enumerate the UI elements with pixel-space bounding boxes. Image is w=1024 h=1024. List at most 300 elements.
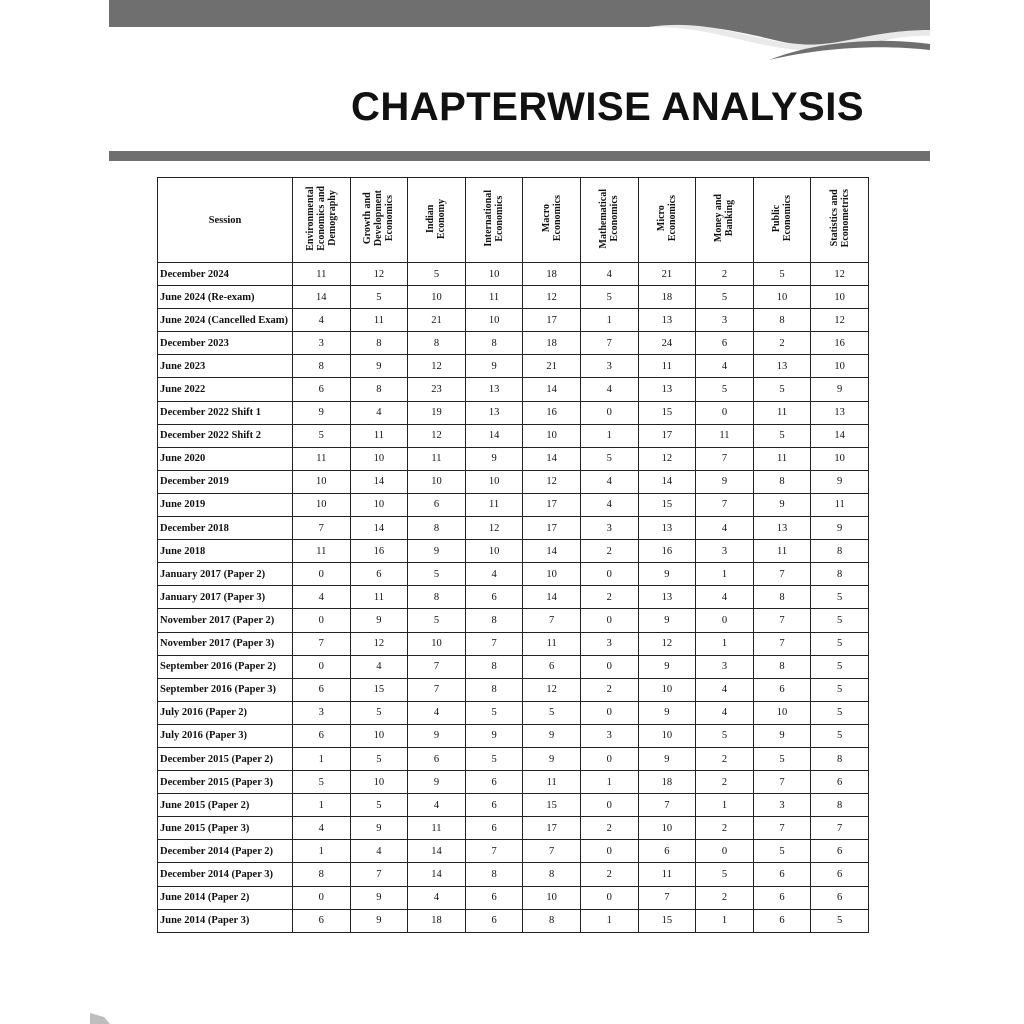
value-cell: 5: [811, 655, 869, 678]
session-cell: December 2019: [158, 470, 293, 493]
value-cell: 12: [523, 470, 581, 493]
value-cell: 17: [523, 309, 581, 332]
table-row: [158, 263, 869, 286]
value-cell: 11: [408, 447, 466, 470]
value-cell: 12: [523, 286, 581, 309]
value-cell: 5: [293, 771, 351, 794]
value-cell: 8: [465, 332, 523, 355]
column-header: Indian Economy: [408, 178, 466, 263]
value-cell: 18: [408, 909, 466, 932]
value-cell: 8: [753, 470, 811, 493]
value-cell: 9: [638, 655, 696, 678]
value-cell: 7: [696, 447, 754, 470]
value-cell: 13: [638, 586, 696, 609]
value-cell: 14: [465, 424, 523, 447]
session-cell: December 2014 (Paper 2): [158, 840, 293, 863]
value-cell: 14: [408, 863, 466, 886]
table-row: [158, 493, 869, 516]
value-cell: 10: [465, 263, 523, 286]
value-cell: 7: [753, 632, 811, 655]
value-cell: 11: [753, 401, 811, 424]
value-cell: 7: [408, 655, 466, 678]
value-cell: 4: [408, 886, 466, 909]
value-cell: 10: [523, 886, 581, 909]
value-cell: 7: [408, 678, 466, 701]
value-cell: 8: [753, 655, 811, 678]
value-cell: 10: [753, 701, 811, 724]
value-cell: 3: [696, 540, 754, 563]
value-cell: 10: [293, 493, 351, 516]
value-cell: 12: [811, 309, 869, 332]
value-cell: 13: [753, 355, 811, 378]
value-cell: 5: [580, 286, 638, 309]
value-cell: 6: [753, 863, 811, 886]
value-cell: 6: [465, 909, 523, 932]
value-cell: 14: [350, 517, 408, 540]
value-cell: 7: [638, 794, 696, 817]
value-cell: 8: [811, 794, 869, 817]
value-cell: 15: [638, 493, 696, 516]
value-cell: 5: [696, 863, 754, 886]
table-row: [158, 517, 869, 540]
value-cell: 12: [350, 263, 408, 286]
value-cell: 13: [465, 401, 523, 424]
value-cell: 7: [696, 493, 754, 516]
table-row: [158, 424, 869, 447]
value-cell: 10: [350, 447, 408, 470]
value-cell: 13: [465, 378, 523, 401]
value-cell: 5: [408, 609, 466, 632]
value-cell: 9: [350, 817, 408, 840]
session-cell: June 2019: [158, 493, 293, 516]
value-cell: 5: [811, 678, 869, 701]
value-cell: 1: [696, 909, 754, 932]
table-row: [158, 447, 869, 470]
value-cell: 6: [753, 909, 811, 932]
value-cell: 6: [293, 909, 351, 932]
table-row: [158, 332, 869, 355]
value-cell: 15: [523, 794, 581, 817]
value-cell: 2: [580, 678, 638, 701]
value-cell: 5: [696, 378, 754, 401]
value-cell: 12: [465, 517, 523, 540]
value-cell: 0: [580, 747, 638, 770]
value-cell: 12: [408, 424, 466, 447]
value-cell: 5: [465, 701, 523, 724]
value-cell: 17: [523, 493, 581, 516]
value-cell: 10: [408, 470, 466, 493]
value-cell: 4: [580, 378, 638, 401]
value-cell: 0: [580, 886, 638, 909]
value-cell: 17: [523, 517, 581, 540]
session-cell: November 2017 (Paper 3): [158, 632, 293, 655]
value-cell: 0: [293, 609, 351, 632]
value-cell: 11: [350, 309, 408, 332]
session-cell: September 2016 (Paper 3): [158, 678, 293, 701]
value-cell: 5: [753, 263, 811, 286]
value-cell: 4: [696, 355, 754, 378]
table-row: [158, 840, 869, 863]
table-row: [158, 817, 869, 840]
value-cell: 8: [753, 586, 811, 609]
value-cell: 11: [696, 424, 754, 447]
column-header: Micro Economics: [638, 178, 696, 263]
value-cell: 5: [811, 701, 869, 724]
value-cell: 21: [408, 309, 466, 332]
value-cell: 4: [408, 794, 466, 817]
value-cell: 4: [696, 701, 754, 724]
value-cell: 9: [350, 909, 408, 932]
table-row: [158, 771, 869, 794]
value-cell: 3: [580, 724, 638, 747]
session-cell: June 2023: [158, 355, 293, 378]
session-cell: June 2014 (Paper 3): [158, 909, 293, 932]
value-cell: 5: [408, 263, 466, 286]
value-cell: 12: [523, 678, 581, 701]
value-cell: 5: [811, 724, 869, 747]
value-cell: 0: [293, 886, 351, 909]
value-cell: 0: [580, 401, 638, 424]
value-cell: 6: [523, 655, 581, 678]
value-cell: 4: [696, 586, 754, 609]
value-cell: 1: [293, 840, 351, 863]
value-cell: 11: [465, 286, 523, 309]
value-cell: 5: [465, 747, 523, 770]
value-cell: 11: [293, 263, 351, 286]
table-row: [158, 863, 869, 886]
value-cell: 9: [408, 771, 466, 794]
value-cell: 8: [523, 863, 581, 886]
value-cell: 8: [753, 309, 811, 332]
value-cell: 8: [408, 586, 466, 609]
value-cell: 24: [638, 332, 696, 355]
value-cell: 3: [696, 655, 754, 678]
value-cell: 9: [465, 355, 523, 378]
value-cell: 1: [293, 794, 351, 817]
table-row: [158, 540, 869, 563]
value-cell: 5: [753, 424, 811, 447]
session-cell: June 2024 (Re-exam): [158, 286, 293, 309]
value-cell: 1: [696, 632, 754, 655]
table-row: [158, 609, 869, 632]
value-cell: 6: [696, 332, 754, 355]
session-cell: July 2016 (Paper 2): [158, 701, 293, 724]
value-cell: 9: [638, 747, 696, 770]
value-cell: 5: [753, 378, 811, 401]
value-cell: 17: [638, 424, 696, 447]
value-cell: 7: [753, 609, 811, 632]
value-cell: 0: [696, 609, 754, 632]
value-cell: 0: [580, 794, 638, 817]
value-cell: 8: [523, 909, 581, 932]
value-cell: 9: [638, 609, 696, 632]
value-cell: 10: [465, 309, 523, 332]
session-cell: June 2020: [158, 447, 293, 470]
table-row: [158, 747, 869, 770]
value-cell: 15: [350, 678, 408, 701]
value-cell: 7: [293, 517, 351, 540]
value-cell: 1: [293, 747, 351, 770]
value-cell: 4: [696, 678, 754, 701]
value-cell: 7: [523, 609, 581, 632]
value-cell: 3: [580, 355, 638, 378]
column-header: Macro Economics: [523, 178, 581, 263]
value-cell: 9: [350, 355, 408, 378]
value-cell: 14: [523, 586, 581, 609]
value-cell: 15: [638, 909, 696, 932]
session-cell: December 2014 (Paper 3): [158, 863, 293, 886]
value-cell: 2: [696, 263, 754, 286]
value-cell: 7: [293, 632, 351, 655]
session-cell: June 2015 (Paper 3): [158, 817, 293, 840]
value-cell: 2: [580, 540, 638, 563]
value-cell: 6: [811, 886, 869, 909]
value-cell: 14: [811, 424, 869, 447]
value-cell: 6: [293, 378, 351, 401]
value-cell: 10: [523, 563, 581, 586]
value-cell: 10: [811, 286, 869, 309]
value-cell: 5: [293, 424, 351, 447]
value-cell: 9: [753, 724, 811, 747]
value-cell: 4: [408, 701, 466, 724]
value-cell: 11: [350, 424, 408, 447]
page-title: CHAPTERWISE ANALYSIS: [350, 85, 864, 129]
value-cell: 10: [811, 355, 869, 378]
value-cell: 7: [465, 632, 523, 655]
value-cell: 7: [753, 771, 811, 794]
value-cell: 8: [465, 678, 523, 701]
value-cell: 11: [408, 817, 466, 840]
value-cell: 5: [696, 724, 754, 747]
column-header: Mathematical Economics: [580, 178, 638, 263]
value-cell: 1: [580, 909, 638, 932]
value-cell: 23: [408, 378, 466, 401]
column-header: Public Economics: [753, 178, 811, 263]
value-cell: 17: [523, 817, 581, 840]
value-cell: 6: [638, 840, 696, 863]
value-cell: 12: [638, 447, 696, 470]
value-cell: 10: [293, 470, 351, 493]
value-cell: 12: [811, 263, 869, 286]
value-cell: 6: [350, 563, 408, 586]
value-cell: 7: [638, 886, 696, 909]
table-row: [158, 286, 869, 309]
value-cell: 3: [580, 632, 638, 655]
table-row: [158, 470, 869, 493]
value-cell: 5: [350, 286, 408, 309]
session-cell: June 2022: [158, 378, 293, 401]
value-cell: 9: [523, 747, 581, 770]
column-header: Environmental Economics and Demography: [293, 178, 351, 263]
table-row: [158, 563, 869, 586]
session-cell: June 2018: [158, 540, 293, 563]
table-row: [158, 886, 869, 909]
table-row: [158, 355, 869, 378]
value-cell: 10: [350, 493, 408, 516]
session-cell: January 2017 (Paper 3): [158, 586, 293, 609]
column-header: Statistics and Econometrics: [811, 178, 869, 263]
value-cell: 9: [696, 470, 754, 493]
value-cell: 6: [811, 771, 869, 794]
session-cell: December 2018: [158, 517, 293, 540]
session-cell: December 2022 Shift 1: [158, 401, 293, 424]
value-cell: 3: [293, 701, 351, 724]
value-cell: 12: [350, 632, 408, 655]
value-cell: 8: [293, 863, 351, 886]
table-header-row: [158, 178, 869, 263]
value-cell: 9: [465, 447, 523, 470]
value-cell: 10: [465, 540, 523, 563]
table-row: [158, 655, 869, 678]
table-row: [158, 678, 869, 701]
value-cell: 7: [811, 817, 869, 840]
value-cell: 2: [696, 817, 754, 840]
session-cell: June 2014 (Paper 2): [158, 886, 293, 909]
value-cell: 1: [696, 563, 754, 586]
value-cell: 11: [293, 447, 351, 470]
value-cell: 6: [465, 586, 523, 609]
value-cell: 18: [523, 332, 581, 355]
value-cell: 5: [523, 701, 581, 724]
value-cell: 10: [408, 632, 466, 655]
value-cell: 14: [523, 378, 581, 401]
value-cell: 8: [408, 332, 466, 355]
value-cell: 4: [580, 493, 638, 516]
value-cell: 11: [523, 632, 581, 655]
value-cell: 18: [638, 771, 696, 794]
value-cell: 9: [638, 563, 696, 586]
value-cell: 8: [811, 563, 869, 586]
value-cell: 13: [638, 378, 696, 401]
value-cell: 14: [293, 286, 351, 309]
value-cell: 6: [465, 771, 523, 794]
table-body: [158, 263, 869, 933]
value-cell: 0: [696, 840, 754, 863]
value-cell: 6: [408, 747, 466, 770]
value-cell: 14: [638, 470, 696, 493]
value-cell: 9: [350, 609, 408, 632]
table-row: [158, 378, 869, 401]
value-cell: 4: [293, 309, 351, 332]
value-cell: 8: [465, 609, 523, 632]
column-header: Growth and Development Economics: [350, 178, 408, 263]
value-cell: 13: [638, 309, 696, 332]
value-cell: 7: [580, 332, 638, 355]
value-cell: 13: [638, 517, 696, 540]
session-cell: November 2017 (Paper 2): [158, 609, 293, 632]
value-cell: 10: [811, 447, 869, 470]
value-cell: 4: [293, 817, 351, 840]
value-cell: 4: [580, 263, 638, 286]
value-cell: 16: [638, 540, 696, 563]
value-cell: 11: [523, 771, 581, 794]
value-cell: 11: [753, 447, 811, 470]
session-cell: December 2023: [158, 332, 293, 355]
value-cell: 16: [811, 332, 869, 355]
value-cell: 6: [465, 794, 523, 817]
value-cell: 6: [465, 817, 523, 840]
value-cell: 11: [293, 540, 351, 563]
value-cell: 5: [811, 909, 869, 932]
value-cell: 9: [293, 401, 351, 424]
column-header-session: Session: [158, 178, 293, 263]
value-cell: 3: [293, 332, 351, 355]
session-cell: September 2016 (Paper 2): [158, 655, 293, 678]
value-cell: 8: [293, 355, 351, 378]
value-cell: 18: [638, 286, 696, 309]
value-cell: 21: [638, 263, 696, 286]
value-cell: 5: [811, 586, 869, 609]
value-cell: 13: [811, 401, 869, 424]
value-cell: 11: [811, 493, 869, 516]
value-cell: 0: [293, 563, 351, 586]
value-cell: 5: [580, 447, 638, 470]
value-cell: 5: [753, 840, 811, 863]
table-row: [158, 701, 869, 724]
session-cell: December 2022 Shift 2: [158, 424, 293, 447]
value-cell: 14: [523, 540, 581, 563]
value-cell: 1: [580, 309, 638, 332]
value-cell: 4: [350, 840, 408, 863]
value-cell: 5: [811, 609, 869, 632]
value-cell: 1: [696, 794, 754, 817]
page-corner-mark: [90, 1013, 110, 1024]
value-cell: 5: [350, 747, 408, 770]
table-row: [158, 401, 869, 424]
table-row: [158, 309, 869, 332]
value-cell: 6: [293, 678, 351, 701]
value-cell: 10: [408, 286, 466, 309]
value-cell: 0: [580, 840, 638, 863]
value-cell: 9: [638, 701, 696, 724]
value-cell: 7: [753, 817, 811, 840]
value-cell: 5: [753, 747, 811, 770]
value-cell: 10: [465, 470, 523, 493]
value-cell: 2: [696, 886, 754, 909]
value-cell: 9: [408, 724, 466, 747]
column-header: International Economics: [465, 178, 523, 263]
value-cell: 11: [638, 863, 696, 886]
value-cell: 3: [696, 309, 754, 332]
value-cell: 9: [408, 540, 466, 563]
value-cell: 10: [523, 424, 581, 447]
value-cell: 4: [350, 401, 408, 424]
value-cell: 6: [465, 886, 523, 909]
value-cell: 0: [580, 655, 638, 678]
value-cell: 11: [638, 355, 696, 378]
value-cell: 14: [523, 447, 581, 470]
session-cell: July 2016 (Paper 3): [158, 724, 293, 747]
session-cell: December 2015 (Paper 2): [158, 747, 293, 770]
value-cell: 12: [408, 355, 466, 378]
table-row: [158, 632, 869, 655]
value-cell: 9: [753, 493, 811, 516]
value-cell: 4: [350, 655, 408, 678]
value-cell: 9: [465, 724, 523, 747]
value-cell: 9: [811, 517, 869, 540]
value-cell: 11: [753, 540, 811, 563]
table-row: [158, 794, 869, 817]
value-cell: 6: [811, 863, 869, 886]
value-cell: 5: [696, 286, 754, 309]
value-cell: 7: [465, 840, 523, 863]
value-cell: 13: [753, 517, 811, 540]
value-cell: 9: [523, 724, 581, 747]
value-cell: 12: [638, 632, 696, 655]
value-cell: 2: [580, 586, 638, 609]
value-cell: 10: [638, 678, 696, 701]
value-cell: 10: [753, 286, 811, 309]
